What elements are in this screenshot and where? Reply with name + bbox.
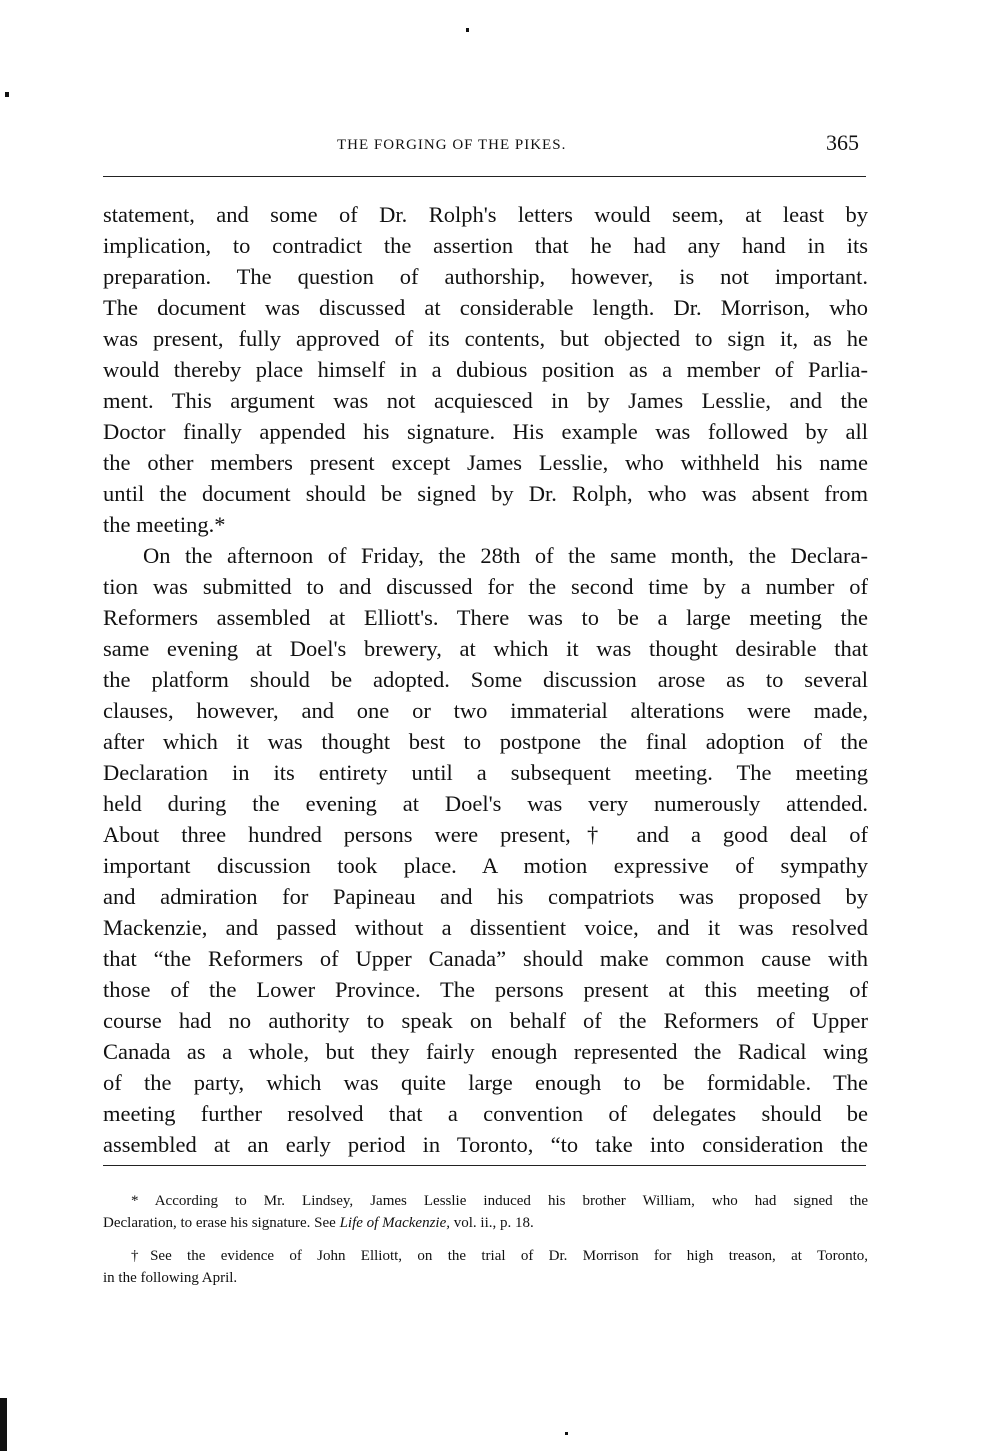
body-line: Doctor finally appended his signature. His example was followed by all — [103, 419, 868, 444]
page-number: 365 — [826, 130, 859, 155]
body-line: the meeting.* — [103, 512, 226, 537]
body-line: after which it was thought best to postpone the final adoption of the — [103, 729, 868, 754]
body-line: the other members present except James Lesslie, who withheld his name — [103, 450, 868, 475]
body-line: those of the Lower Province. The persons present at this meeting of — [103, 977, 868, 1002]
body-line: implication, to contradict the assertion that he had any hand in its — [103, 233, 868, 258]
body-text — [103, 199, 868, 1160]
body-line: same evening at Doel's brewery, at which it was thought desirable that — [103, 636, 868, 661]
body-line: clauses, however, and one or two immaterial alterations were made, — [103, 698, 868, 723]
running-title: THE FORGING OF THE PIKES. — [337, 137, 567, 153]
body-line: On the afternoon of Friday, the 28th of the same month, the Declara- — [143, 543, 868, 568]
book-title: Life of Mackenzie, — [339, 1215, 450, 1231]
body-line: Reformers assembled at Elliott's. There was to be a large meeting the — [103, 605, 868, 630]
body-line: that “the Reformers of Upper Canada” should make common cause with — [103, 946, 868, 971]
body-line: assembled at an early period in Toronto, “to take into consideration the — [103, 1132, 868, 1157]
header-rule — [103, 176, 866, 177]
scan-speck — [5, 92, 9, 97]
body-line: Mackenzie, and passed without a dissentient voice, and it was resolved — [103, 915, 868, 940]
body-line: course had no authority to speak on behalf of the Reformers of Upper — [103, 1008, 868, 1033]
footnote-2-line: in the following April. — [103, 1270, 238, 1286]
body-line: would thereby place himself in a dubious position as a member of Parlia- — [103, 357, 868, 382]
footnotes — [103, 1190, 868, 1289]
body-line: ment. This argument was not acquiesced in by James Lesslie, and the — [103, 388, 868, 413]
body-line: until the document should be signed by Dr. Rolph, who was absent from — [103, 481, 868, 506]
body-line: The document was discussed at considerable length. Dr. Morrison, who — [103, 295, 868, 320]
body-line: and admiration for Papineau and his compatriots was proposed by — [103, 884, 868, 909]
body-line: tion was submitted to and discussed for the second time by a number of — [103, 574, 868, 599]
body-line: About three hundred persons were present,† and a good deal of — [103, 822, 868, 847]
body-line: held during the evening at Doel's was very numerously attended. — [103, 791, 868, 816]
footnote-text: Declaration, to erase his signature. See — [103, 1215, 340, 1231]
footnote-1-line: * According to Mr. Lindsey, James Lesslie induced his brother William, who had signed the — [131, 1193, 868, 1209]
body-line: preparation. The question of authorship, however, is not important. — [103, 264, 868, 289]
scan-speck — [466, 28, 469, 32]
body-line: Declaration in its entirety until a subsequent meeting. The meeting — [103, 760, 868, 785]
body-line: meeting further resolved that a convention of delegates should be — [103, 1101, 868, 1126]
footnote-1-line — [103, 1212, 868, 1234]
body-line: Canada as a whole, but they fairly enough represented the Radical wing — [103, 1039, 868, 1064]
body-line: the platform should be adopted. Some discussion arose as to several — [103, 667, 868, 692]
footnote-2-line: †See the evidence of John Elliott, on the trial of Dr. Morrison for high treason, at Toronto, — [131, 1248, 868, 1264]
body-line: was present, fully approved of its contents, but objected to sign it, as he — [103, 326, 868, 351]
scan-speck — [565, 1432, 568, 1435]
body-line: important discussion took place. A motion expressive of sympathy — [103, 853, 868, 878]
scan-speck — [0, 1398, 7, 1451]
footnote-rule — [103, 1165, 866, 1166]
body-line: statement, and some of Dr. Rolph's letters would seem, at least by — [103, 202, 868, 227]
footnote-text: vol. ii., p. 18. — [449, 1215, 534, 1231]
body-line: of the party, which was quite large enough to be formidable. The — [103, 1070, 868, 1095]
